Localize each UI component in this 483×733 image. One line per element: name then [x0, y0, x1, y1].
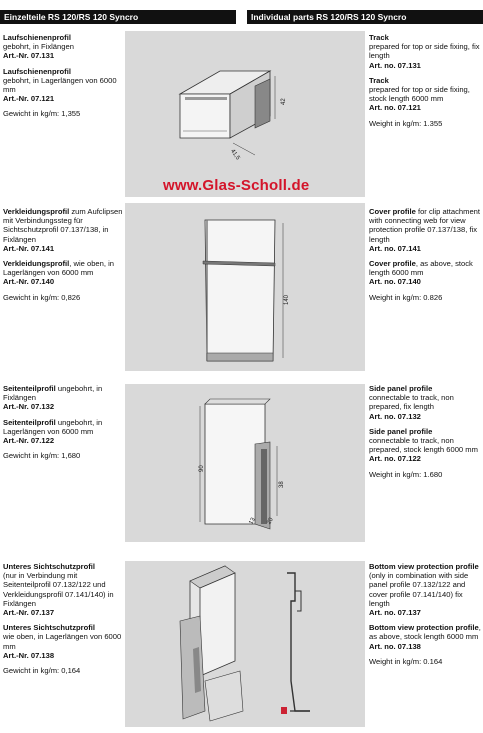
item-text: , as above, stock length 6000 mm: [369, 259, 473, 278]
item-art: Art. no. 07.138: [369, 641, 421, 651]
item-title: Track: [369, 75, 389, 85]
item-title: Side panel profile: [369, 384, 433, 393]
dim-label: 38: [279, 481, 285, 488]
weight: Gewicht in kg/m: 0,826: [3, 292, 81, 302]
item-art: Art.-Nr. 07.141: [3, 243, 55, 253]
item-title: Cover profile: [369, 259, 416, 269]
dim-label: 140: [284, 294, 290, 305]
bottom-view-protection-svg: [125, 561, 365, 727]
item-title: Bottom view protection profile: [369, 562, 479, 571]
item-text: (only in combination with side panel profile 07.132/122 and cover profile 07.141/140) fix length: [369, 571, 469, 608]
item-text: , wie oben, in Lagerlängen von 6000 mm: [3, 259, 114, 278]
weight: Weight in kg/m: 0.164: [369, 656, 443, 666]
section-1-german: [3, 33, 123, 125]
item-text: wie oben, in Lagerlängen von 6000 mm: [3, 632, 122, 651]
item-title: Laufschienenprofil: [3, 33, 71, 42]
header-english: Individual parts RS 120/RS 120 Syncro: [247, 10, 483, 24]
item-art: Art. no. 07.131: [369, 60, 421, 70]
section-1-english: [369, 33, 481, 134]
item-text: gebohrt, in Lagerlängen von 6000 mm: [3, 75, 117, 95]
section-2-german: [3, 207, 123, 308]
section-3-german: [3, 384, 123, 466]
item-text: ungebohrt, in Fixlängen: [3, 384, 103, 403]
item-art: Art. no. 07.141: [369, 243, 421, 253]
item-text: (nur in Verbindung mit Seitenteilprofil 07.132/122 und Verkleidungsprofil 07.141/140) in Fixlängen: [3, 571, 114, 608]
item-art: Art.-Nr. 07.140: [3, 277, 55, 287]
section-4-german: [3, 562, 123, 681]
item-text: prepared for top or side fixing, fix length: [369, 42, 480, 61]
cover-profile-drawing: [125, 203, 365, 371]
item-art: Art. no. 07.137: [369, 608, 421, 618]
weight: Weight in kg/m: 0.826: [369, 292, 443, 302]
item-art: Art. no. 07.121: [369, 103, 421, 113]
item-text: for clip attachment with connecting web for view protection profile 07.137/138, fix length: [369, 207, 481, 244]
item-text: gebohrt, in Fixlängen: [3, 42, 74, 52]
track-profile-svg: [125, 31, 365, 197]
item-art: Art. no. 07.122: [369, 454, 421, 464]
item-title: Unteres Sichtschutzprofil: [3, 623, 95, 633]
item-text: connectable to track, non prepared, fix length: [369, 393, 454, 412]
header-german: Einzelteile RS 120/RS 120 Syncro: [0, 10, 236, 24]
item-art: Art.-Nr. 07.138: [3, 650, 55, 660]
item-art: Art.-Nr. 07.122: [3, 436, 55, 446]
dim-label: 13: [248, 516, 257, 526]
item-art: Art.-Nr. 07.121: [3, 94, 55, 104]
item-art: Art. no. 07.140: [369, 277, 421, 287]
item-text: , as above, stock length 6000 mm: [369, 623, 481, 642]
weight: Weight in kg/m: 1.680: [369, 469, 443, 479]
track-profile-drawing: [125, 31, 365, 197]
item-art: Art.-Nr. 07.131: [3, 51, 55, 61]
item-title: Verkleidungsprofil: [3, 259, 70, 269]
weight: Gewicht in kg/m: 1,680: [3, 451, 81, 461]
weight: Weight in kg/m: 1.355: [369, 118, 443, 128]
item-title: Cover profile: [369, 207, 416, 216]
dim-label: 20: [266, 516, 275, 526]
bottom-view-protection-drawing: [125, 561, 365, 727]
section-3-english: [369, 384, 481, 485]
watermark: www.Glas-Scholl.de: [163, 177, 310, 194]
item-title: Verkleidungsprofil: [3, 207, 70, 216]
item-title: Seitenteilprofil: [3, 384, 56, 393]
item-text: zum Aufclipsen mit Verbindungssteg für Sichtschutzprofil 07.137/138, in Fixlängen: [3, 207, 123, 244]
item-art: Art.-Nr. 07.132: [3, 402, 55, 412]
item-art: Art. no. 07.132: [369, 411, 421, 421]
item-title: Side panel profile: [369, 426, 433, 436]
weight: Gewicht in kg/m: 1,355: [3, 109, 81, 119]
section-2-english: [369, 207, 481, 308]
item-title: Laufschienenprofil: [3, 66, 71, 76]
item-text: prepared for top or side fixing, stock length 6000 mm: [369, 85, 470, 104]
item-title: Bottom view protection profile: [369, 623, 479, 633]
dim-label: 41,5: [228, 148, 241, 162]
item-text: ungebohrt, in Lagerlängen von 6000 mm: [3, 417, 103, 436]
dim-label: 42: [281, 98, 287, 105]
item-art: Art.-Nr. 07.137: [3, 608, 55, 618]
item-title: Track: [369, 33, 389, 42]
side-panel-svg: [125, 384, 365, 542]
weight: Gewicht in kg/m: 0,164: [3, 666, 81, 676]
section-4-english: [369, 562, 481, 672]
dim-label: 90: [199, 465, 205, 472]
cover-profile-svg: [125, 203, 365, 371]
item-text: connectable to track, non prepared, stock length 6000 mm: [369, 436, 478, 455]
side-panel-drawing: [125, 384, 365, 542]
item-title: Unteres Sichtschutzprofil: [3, 562, 95, 571]
item-title: Seitenteilprofil: [3, 417, 56, 427]
cross-section-outline: [281, 573, 310, 714]
